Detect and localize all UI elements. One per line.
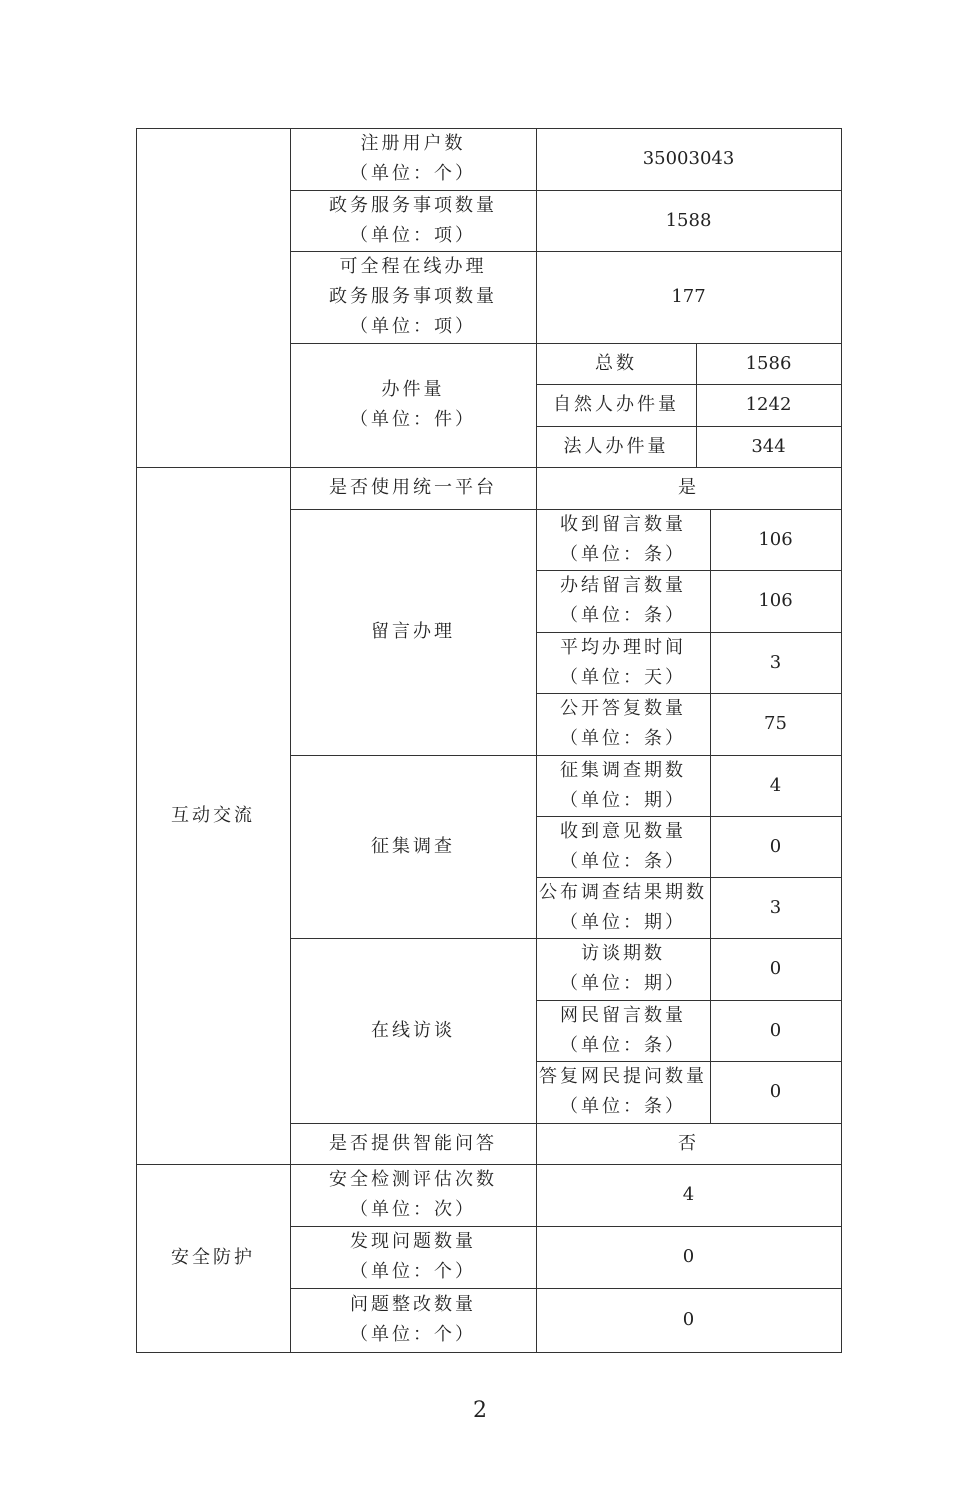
- label-line: 注册用户数: [360, 133, 466, 154]
- value-survey-periods: 4: [769, 774, 782, 796]
- label-line: 访谈期数: [581, 943, 665, 964]
- label-smart-qa: 是否提供智能问答: [329, 1132, 497, 1154]
- unit-line: （单位：项）: [350, 224, 476, 246]
- unit-line: （单位：件）: [350, 409, 476, 430]
- label-security-checks: [290, 1164, 536, 1226]
- label-line: 办件量: [381, 379, 445, 400]
- unit-line: （单位：项）: [350, 316, 476, 337]
- label-messages-received: [536, 509, 710, 570]
- unit-line: （单位：期）: [560, 789, 686, 811]
- label-average-time: [536, 632, 710, 693]
- label-line: 政务服务事项数量: [329, 286, 497, 307]
- label-line: 平均办理时间: [560, 636, 686, 658]
- value-netizen-messages: 0: [769, 1019, 782, 1041]
- value-online-items: 177: [671, 286, 706, 307]
- label-interview-periods: [536, 938, 710, 1000]
- label-messages-closed: [536, 570, 710, 632]
- label-service-items: [290, 190, 536, 251]
- table-border-bottom: [136, 1352, 842, 1353]
- label-line: 办结留言数量: [560, 575, 686, 596]
- label-problems-found: [290, 1226, 536, 1288]
- unit-line: （单位：条）: [560, 850, 686, 872]
- value-public-replies: 75: [764, 713, 787, 734]
- label-line: 公布调查结果期数: [539, 881, 707, 903]
- label-unified-platform: 是否使用统一平台: [329, 477, 497, 498]
- value-problems-found: 0: [682, 1246, 695, 1267]
- unit-line: （单位：个）: [350, 1324, 476, 1345]
- table-border-right: [841, 128, 842, 1352]
- value-netizen-replies: 0: [769, 1081, 782, 1102]
- unit-line: （单位：期）: [560, 911, 686, 933]
- value-average-time: 3: [769, 651, 782, 673]
- label-messages: 留言办理: [371, 621, 455, 642]
- value-interview-periods: 0: [769, 958, 782, 979]
- label-line: 网民留言数量: [560, 1004, 686, 1026]
- unit-line: （单位：条）: [560, 1034, 686, 1056]
- unit-line: （单位：次）: [350, 1199, 476, 1220]
- label-netizen-messages: [536, 1000, 710, 1061]
- label-line: 公开答复数量: [560, 698, 686, 719]
- value-messages-received: 106: [758, 528, 793, 550]
- label-handling-legal: 法人办件量: [563, 435, 669, 457]
- label-netizen-replies: [536, 1061, 710, 1123]
- label-handling-natural: 自然人办件量: [553, 394, 679, 415]
- label-line: 收到留言数量: [560, 513, 686, 535]
- label-interview: 在线访谈: [371, 1019, 455, 1041]
- unit-line: （单位：个）: [350, 1261, 476, 1282]
- category-interaction: 互动交流: [171, 804, 255, 826]
- unit-line: （单位：天）: [560, 666, 686, 688]
- value-smart-qa: 否: [678, 1132, 699, 1154]
- value-opinions-received: 0: [769, 835, 782, 857]
- label-line: 收到意见数量: [560, 820, 686, 842]
- label-public-replies: [536, 693, 710, 755]
- unit-line: （单位：条）: [560, 605, 686, 626]
- label-survey-periods: [536, 755, 710, 816]
- value-survey-results: 3: [769, 896, 782, 918]
- value-handling-natural: 1242: [745, 394, 792, 415]
- value-security-checks: 4: [682, 1184, 695, 1205]
- label-line: 问题整改数量: [350, 1294, 476, 1315]
- label-line: 安全检测评估次数: [329, 1169, 497, 1190]
- unit-line: （单位：条）: [560, 1096, 686, 1117]
- value-registered-users: 35003043: [642, 148, 735, 169]
- unit-line: （单位：期）: [560, 973, 686, 994]
- category-security: 安全防护: [171, 1247, 255, 1268]
- unit-line: （单位：个）: [350, 163, 476, 184]
- label-line: 可全程在线办理: [339, 256, 487, 277]
- label-survey: 征集调查: [371, 835, 455, 857]
- value-service-items: 1588: [665, 209, 712, 231]
- label-line: 政务服务事项数量: [329, 194, 497, 216]
- value-problems-fixed: 0: [682, 1309, 695, 1330]
- label-online-items: [290, 251, 536, 343]
- label-line: 答复网民提问数量: [539, 1066, 707, 1087]
- label-line: 发现问题数量: [350, 1231, 476, 1252]
- page-number: 2: [473, 1398, 487, 1423]
- label-line: 征集调查期数: [560, 759, 686, 781]
- label-survey-results: [536, 877, 710, 938]
- value-handling-legal: 344: [751, 435, 786, 457]
- label-handling: [290, 343, 536, 467]
- label-opinions-received: [536, 816, 710, 877]
- label-handling-total: 总数: [595, 352, 637, 374]
- label-registered-users: [290, 128, 536, 190]
- value-messages-closed: 106: [758, 590, 793, 611]
- value-unified-platform: 是: [678, 477, 699, 498]
- unit-line: （单位：条）: [560, 728, 686, 749]
- label-problems-fixed: [290, 1288, 536, 1352]
- unit-line: （单位：条）: [560, 543, 686, 565]
- value-handling-total: 1586: [745, 352, 792, 374]
